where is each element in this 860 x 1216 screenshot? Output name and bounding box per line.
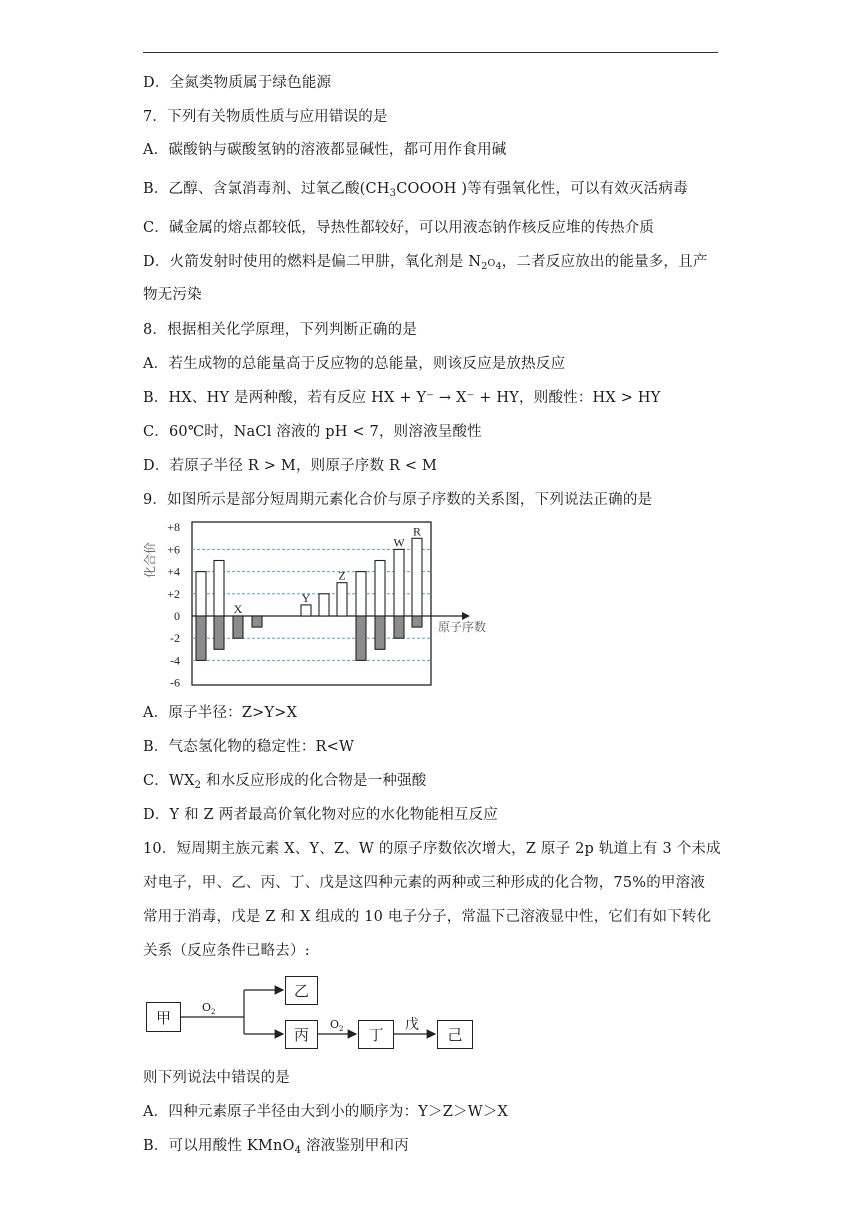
bar-label: Z: [338, 568, 346, 583]
bar-positive: [214, 561, 224, 617]
q9-c-post: 和水反应形成的化合物是一种强酸: [201, 773, 427, 789]
bar-negative: [196, 616, 206, 660]
bar-positive: [412, 538, 422, 616]
box-yi: 乙: [285, 976, 318, 1005]
label-o2-1: [202, 1001, 216, 1014]
q7-stem: 7．下列有关物质性质与应用错误的是: [143, 109, 388, 125]
label-o2-2-base: O: [330, 1018, 340, 1031]
q10-after: 则下列说法中错误的是: [143, 1070, 290, 1086]
q6-option-d: D．全氮类物质属于绿色能源: [143, 75, 332, 91]
x-axis-label: 原子序数: [438, 620, 487, 634]
bar-negative: [375, 616, 385, 649]
q8-option-c: C．60℃时，NaCl 溶液的 pH < 7，则溶液呈酸性: [143, 424, 482, 440]
q7-option-d-cont: 物无污染: [143, 287, 202, 303]
q7-option-a: A．碳酸钠与碳酸氢钠的溶液都显碱性，都可用作食用碱: [143, 142, 507, 158]
q7-d-mid: O: [487, 258, 496, 269]
q10-line-2: 对电子，甲、乙、丙、丁、戊是这四种元素的两种或三种形成的化合物，75%的甲溶液: [143, 875, 706, 891]
box-ji: 己: [437, 1020, 473, 1049]
q10-b-post: 溶液鉴别甲和丙: [301, 1138, 409, 1154]
q10-b-pre: B．可以用酸性 KMnO: [143, 1138, 295, 1154]
bar-positive: [356, 572, 366, 616]
q7-d-sub2: 4: [495, 261, 502, 272]
q8-option-d: D．若原子半径 R > M，则原子序数 R < M: [143, 458, 438, 474]
y-tick-label: +4: [167, 564, 180, 579]
y-axis-label: 化合价: [143, 542, 157, 579]
label-o2-2-sub: 2: [339, 1025, 344, 1033]
label-o2-1-sub: 2: [211, 1008, 216, 1016]
label-o2-2: [330, 1018, 344, 1031]
bar-negative: [356, 616, 366, 660]
q9-c-pre: C．WX: [143, 773, 195, 789]
label-o2-1-base: O: [202, 1001, 212, 1014]
y-tick-label: -6: [170, 675, 180, 690]
q7-d-sub1: 2: [481, 261, 488, 272]
valence-chart: [140, 518, 520, 690]
bar-label: X: [233, 602, 243, 616]
bar-negative: [412, 616, 422, 627]
header-rule: [143, 52, 718, 53]
q7-b-sub: 3: [389, 188, 397, 199]
q8-option-b: B．HX、HY 是两种酸，若有反应 HX + Y⁻ → X⁻ + HY，则酸性：HX > HY: [143, 390, 661, 406]
box-jia: 甲: [146, 1002, 181, 1032]
bar-positive: [319, 594, 329, 616]
q9-option-a: A．原子半径：Z>Y>X: [143, 705, 298, 721]
box-bing: 丙: [285, 1020, 318, 1049]
x-axis-arrow: [462, 612, 470, 620]
bar-label: W: [393, 535, 405, 550]
q9-option-d: D．Y 和 Z 两者最高价氧化物对应的水化物能相互反应: [143, 807, 498, 823]
bar-negative: [394, 616, 404, 638]
y-tick-label: +6: [167, 542, 180, 557]
q7-option-b: [143, 179, 688, 199]
q10-line-1: 10．短周期主族元素 X、Y、Z、W 的原子序数依次增大，Z 原子 2p 轨道上有 3 个未成: [143, 841, 721, 857]
q9-stem: 9．如图所示是部分短周期元素化合价与原子序数的关系图，下列说法正确的是: [143, 492, 653, 508]
bar-positive: [337, 583, 347, 616]
bar-negative: [252, 616, 262, 627]
q8-option-a: A．若生成物的总能量高于反应物的总能量，则该反应是放热反应: [143, 356, 566, 372]
bar-negative: [233, 616, 243, 638]
q7-option-d: [143, 252, 708, 274]
y-tick-label: 0: [174, 609, 180, 623]
q9-c-sub: 2: [194, 780, 202, 791]
q10-line-4: 关系（反应条件已略去）:: [143, 943, 310, 959]
label-wu: 戊: [405, 1017, 419, 1033]
y-tick-label: -2: [170, 631, 180, 646]
bar-positive: [301, 605, 311, 616]
conversion-diagram: [140, 970, 480, 1055]
q9-option-c: [143, 771, 427, 791]
q10-option-a: A．四种元素原子半径由大到小的顺序为：Y＞Z＞W＞X: [143, 1104, 509, 1120]
q10-option-b: [143, 1136, 409, 1156]
q8-stem: 8．根据相关化学原理，下列判断正确的是: [143, 322, 418, 338]
y-tick-label: -4: [170, 653, 180, 668]
y-tick-label: +8: [167, 520, 180, 535]
bar-negative: [214, 616, 224, 649]
q10-b-sub: 4: [294, 1145, 302, 1156]
bar-positive: [394, 549, 404, 616]
bar-positive: [375, 561, 385, 617]
bar-label: R: [412, 524, 422, 539]
q10-line-3: 常用于消毒，戊是 Z 和 X 组成的 10 电子分子，常温下己溶液显中性，它们有如下转化: [143, 909, 712, 925]
q7-b-pre: B．乙醇、含氯消毒剂、过氧乙酸(CH: [143, 181, 390, 197]
box-ding: 丁: [358, 1020, 394, 1049]
q7-option-c: C．碱金属的熔点都较低，导热性都较好，可以用液态钠作核反应堆的传热介质: [143, 220, 655, 236]
bar-positive: [196, 572, 206, 616]
q7-d-post: ，二者反应放出的能量多，且产: [501, 254, 708, 270]
q7-d-pre: D．火箭发射时使用的燃料是偏二甲肼，氧化剂是 N: [143, 254, 482, 270]
bar-label: Y: [301, 590, 311, 605]
y-tick-label: +2: [167, 586, 180, 601]
q7-b-post: COOOH )等有强氧化性，可以有效灭活病毒: [396, 181, 688, 197]
q9-option-b: B．气态氢化物的稳定性：R<W: [143, 739, 355, 755]
